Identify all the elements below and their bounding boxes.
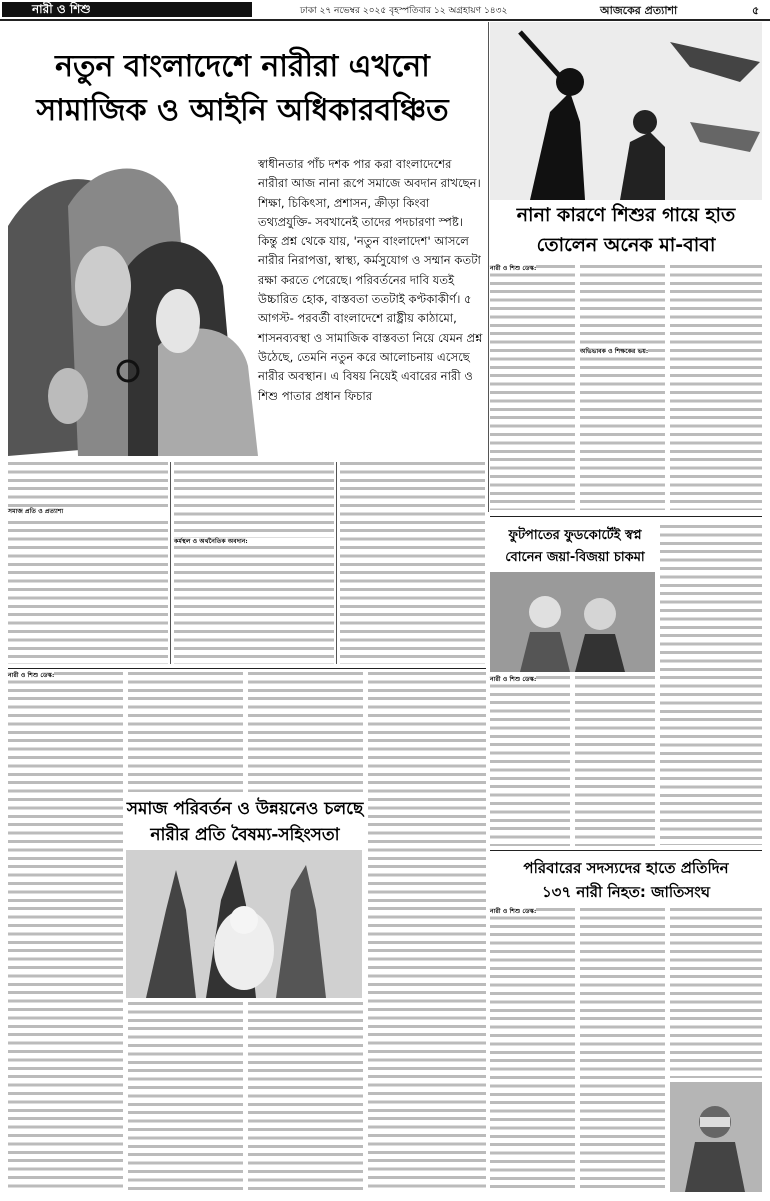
story5-headline (490, 856, 762, 904)
story2-sub: অভিভাবক ও শিক্ষকের ভয়: (580, 348, 649, 355)
story5-col3 (670, 908, 762, 1078)
story3-col1 (8, 672, 123, 1192)
lead-headline-line1: নতুন বাংলাদেশে নারীরা এখনো (55, 49, 430, 84)
story4-col2 (575, 676, 655, 846)
section-rule (490, 850, 762, 851)
page-number: ৫ (752, 4, 760, 17)
story4-headline-line2: বোনেন জয়া-বিজয়া চাকমা (505, 550, 645, 565)
col-rule (170, 462, 171, 664)
story3-headline-line1: সমাজ পরিবর্তন ও উন্নয়নেও চলছে (126, 799, 364, 819)
story5-col1 (490, 908, 575, 1192)
lead-intro: স্বাধীনতার পাঁচ দশক পার করা বাংলাদেশের নারীরা আজ নানা রূপে সমাজে অবদান রাখছেন। শিক্ষা, চিকিৎসা, প্রশাসন, ক্রীড়া কিংবা তথ্যপ্রযুক্তি- সবখানেই তাদের পদচারণা স্পষ্ট। কিন্তু প্রশ্ন থেকে যায়, 'নতুন বাংলাদেশ' আসলে নারীর নিরাপত্তা, স্বাস্থ্য, কর্মসুযোগ ও সম্মান কতটা রক্ষা করতে পেরেছে। পরিবর্তনের দাবি যতই উচ্চারিত হোক, বাস্তবতা ততটাই কণ্টকাকীর্ণ। ৫ আগস্ট- পরবর্তী বাংলাদেশে রাষ্ট্রীয় কাঠামো, শাসনব্যবস্থা ও সামাজিক বাস্তবতা নিয়ে যেমন প্রশ্ন উঠেছে, তেমনি নতুন করে আলোচনায় এসেছে নারীর অবস্থান। এ বিষয় নিয়েই এবারের নারী ও শিশু পাতার প্রধান ফিচার (258, 157, 483, 403)
story5-headline-line1: পরিবারের সদস্যদের হাতে প্রতিদিন (523, 859, 729, 877)
women-illustration (8, 146, 258, 456)
story3-col5 (128, 1002, 243, 1192)
story2-col3 (670, 265, 762, 510)
lead-body-col3 (340, 462, 485, 664)
story5-kicker: নারী ও শিশু ডেস্ক: (490, 908, 537, 915)
sisters-photo (490, 572, 655, 672)
story2-kicker: নারী ও শিশু ডেস্ক: (490, 265, 537, 272)
lead-sub3: কর্মস্থল ও অর্থনৈতিক অবদান: (174, 538, 334, 546)
story3-kicker: নারী ও শিশু ডেস্ক: (8, 672, 55, 679)
story2-col2 (580, 265, 665, 510)
story3-col6 (248, 1002, 363, 1192)
story2-headline (490, 200, 762, 260)
masthead-rule (0, 19, 770, 21)
story3-col4 (368, 672, 486, 1192)
lead-body-col1 (8, 462, 168, 664)
section-rule (490, 516, 762, 517)
hands-illustration (126, 850, 362, 998)
story2-col1 (490, 265, 575, 510)
col-rule (488, 22, 489, 512)
story4-col1 (490, 676, 570, 846)
story3-headline (125, 796, 365, 848)
lead-sub1: সমাজ প্রতি ও প্রত্যাশা (8, 508, 168, 516)
child-illustration (490, 22, 762, 200)
story2-headline-line2: তোলেন অনেক মা-বাবা (536, 234, 716, 256)
lead-headline (0, 45, 485, 133)
story5-headline-line2: ১৩৭ নারী নিহত: জাতিসংঘ (541, 883, 711, 901)
section-rule (8, 668, 486, 669)
distressed-woman-photo (670, 1082, 762, 1192)
section-tag: নারী ও শিশু (2, 2, 252, 17)
story4-kicker: নারী ও শিশু ডেস্ক: (490, 676, 537, 683)
lead-body-col2 (174, 462, 334, 664)
story4-headline (490, 525, 660, 569)
story4-headline-line1: ফুটপাতের ফুডকোর্টেই স্বপ্ন (508, 528, 642, 543)
lead-headline-line2: সামাজিক ও আইনি অধিকারবঞ্চিত (36, 93, 449, 128)
dateline: ঢাকা ২৭ নভেম্বর ২০২৫ বৃহস্পতিবার ১২ অগ্রহায়ণ ১৪৩২ (300, 6, 508, 16)
paper-name: আজকের প্রত্যাশা (600, 4, 678, 17)
story3-col2 (128, 672, 243, 792)
story3-col3 (248, 672, 363, 792)
story4-col3 (660, 525, 762, 845)
story5-col2 (580, 908, 665, 1192)
story2-headline-line1: নানা কারণে শিশুর গায়ে হাত (516, 204, 736, 226)
story3-headline-line2: নারীর প্রতি বৈষম্য-সহিংসতা (150, 825, 340, 845)
col-rule (336, 462, 337, 664)
